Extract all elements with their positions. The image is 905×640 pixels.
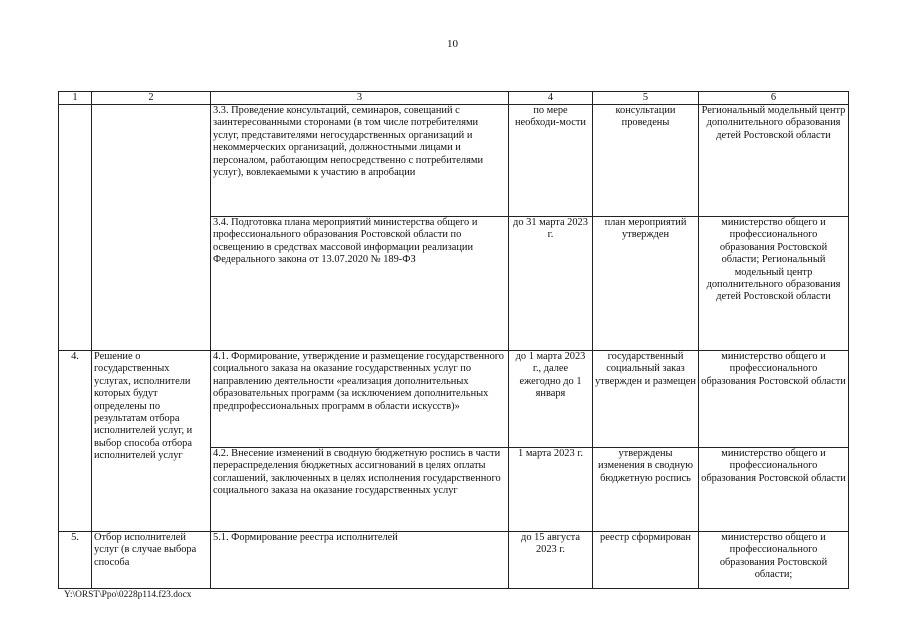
responsible-cell: Региональный модельный центр дополнительного образования детей Ростовской области (699, 105, 849, 217)
measure-cell: 4.1. Формирование, утверждение и размещение государственного социального заказа на оказание государственных услуг по направлению деятельности «реализация дополнительных образовательных программ (за исключением дополнительных предпрофессиональных программ в области искусств)» (211, 351, 509, 448)
header-cell: 5 (593, 92, 699, 105)
header-cell: 1 (59, 92, 92, 105)
decision-cell: Решение о государственных услугах, исполнители которых будут определены по результатам отбора исполнителей услуг, и выбор способа отбора исполнителей услуг (92, 351, 211, 532)
footer-file-path: Y:\ORST\Ppo\0228p114.f23.docx (64, 590, 192, 600)
header-cell: 6 (699, 92, 849, 105)
responsible-cell: министерство общего и профессионального образования Ростовской области; Региональный модельный центр дополнительного образования детей Ростовской области (699, 217, 849, 351)
header-cell: 4 (509, 92, 593, 105)
deadline-cell: 1 марта 2023 г. (509, 448, 593, 532)
responsible-cell: министерство общего и профессионального образования Ростовской области; (699, 532, 849, 589)
header-cell: 2 (92, 92, 211, 105)
decision-cell: Отбор исполнителей услуг (в случае выбора способа (92, 532, 211, 589)
item-number-cell: 4. (59, 351, 92, 532)
table-header-row (59, 92, 849, 105)
result-cell: государственный социальный заказ утвержден и размещен (593, 351, 699, 448)
page-number: 10 (447, 38, 458, 50)
table-row (59, 532, 849, 589)
deadline-cell: до 31 марта 2023 г. (509, 217, 593, 351)
responsible-cell: министерство общего и профессионального образования Ростовской области (699, 351, 849, 448)
result-cell: консультации проведены (593, 105, 699, 217)
item-number-cell: 5. (59, 532, 92, 589)
deadline-cell: до 1 марта 2023 г., далее ежегодно до 1 января (509, 351, 593, 448)
measure-cell: 3.3. Проведение консультаций, семинаров, совещаний с заинтересованными сторонами (в том числе потребителями услуг, представителями негосударственных организаций и некоммерческих организаций, должностными лицами и персоналом, работающим непосредственно с потребителями услуг), вовлекаемыми к участию в апробации (211, 105, 509, 217)
table-row (59, 351, 849, 448)
header-cell: 3 (211, 92, 509, 105)
plan-table (58, 91, 849, 589)
result-cell: реестр сформирован (593, 532, 699, 589)
result-cell: утверждены изменения в сводную бюджетную роспись (593, 448, 699, 532)
item-number-cell (59, 105, 92, 351)
deadline-cell: до 15 августа 2023 г. (509, 532, 593, 589)
measure-cell: 3.4. Подготовка плана мероприятий министерства общего и профессионального образования Ростовской области по освещению в средствах массовой информации реализации Федерального закона от 13.07.2020 № 189-ФЗ (211, 217, 509, 351)
deadline-cell: по мере необходи-мости (509, 105, 593, 217)
decision-cell (92, 105, 211, 351)
result-cell: план мероприятий утвержден (593, 217, 699, 351)
measure-cell: 4.2. Внесение изменений в сводную бюджетную роспись в части перераспределения бюджетных ассигнований в целях оплаты соглашений, заключенных в целях исполнения государственного социального заказа на оказание государственных услуг (211, 448, 509, 532)
responsible-cell: министерство общего и профессионального образования Ростовской области (699, 448, 849, 532)
measure-cell: 5.1. Формирование реестра исполнителей (211, 532, 509, 589)
table-row (59, 105, 849, 217)
